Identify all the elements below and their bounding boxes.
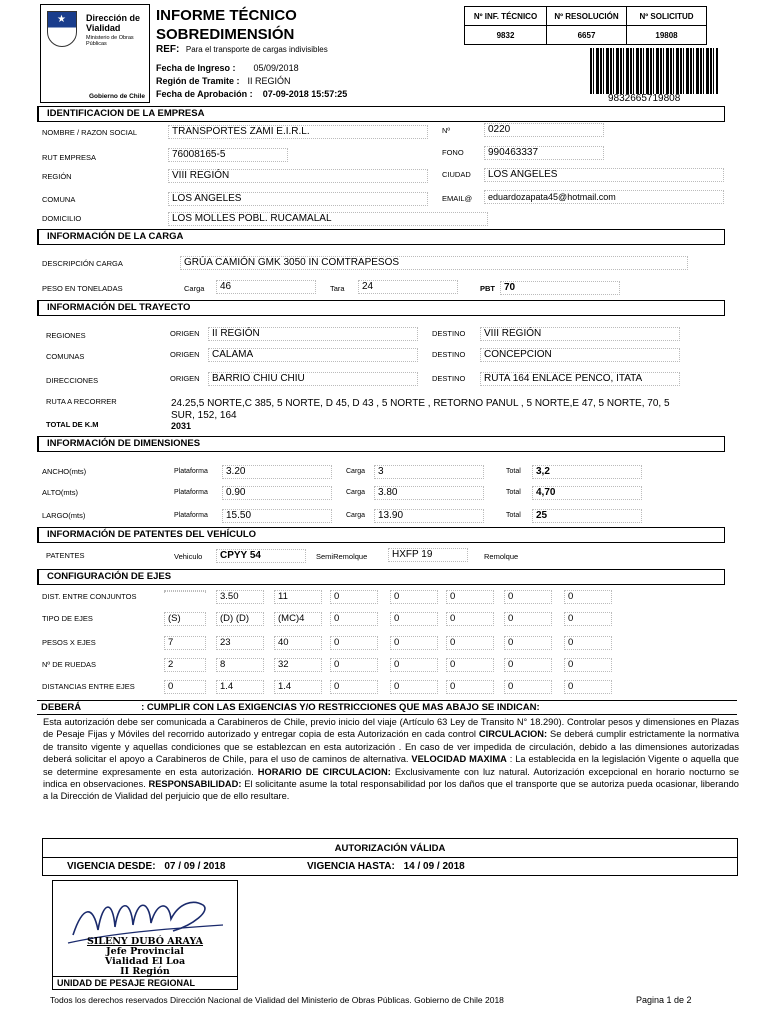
ejes-cell: 1.4 xyxy=(216,680,264,694)
ciudad-value: LOS ANGELES xyxy=(484,168,724,182)
destino-label-3: DESTINO xyxy=(432,374,466,383)
dim-largo-col-label: Carga xyxy=(346,512,366,519)
dim-ancho-col-label: Carga xyxy=(346,468,366,475)
ejes-cell: 0 xyxy=(330,680,378,694)
vigencia-box xyxy=(42,838,738,876)
origen-label: ORIGEN xyxy=(170,329,200,338)
ejes-cell: (S) xyxy=(164,612,206,626)
rut-label: RUT EMPRESA xyxy=(42,153,97,162)
section-empresa: IDENTIFICACION DE LA EMPRESA xyxy=(37,106,725,122)
dim-largo-col-label: Plataforma xyxy=(174,512,208,519)
signature-box xyxy=(52,880,238,990)
ejes-cell: 0 xyxy=(446,612,494,626)
ejes-cell: 0 xyxy=(446,636,494,650)
ejes-cell: 8 xyxy=(216,658,264,672)
comunas-label: COMUNAS xyxy=(46,352,85,361)
region-origen: II REGIÓN xyxy=(208,327,418,341)
ejes-cell: 0 xyxy=(564,658,612,672)
ejes-cell: 0 xyxy=(564,612,612,626)
carga-value: 46 xyxy=(216,280,316,294)
id-numbers-table xyxy=(464,6,707,45)
chile-shield-icon: ★ xyxy=(47,11,77,47)
autorizacion-valida: AUTORIZACIÓN VÁLIDA xyxy=(43,839,737,858)
ejes-row-label: PESOS X EJES xyxy=(42,638,96,647)
dim-largo-value: 25 xyxy=(532,509,642,523)
origen-label-2: ORIGEN xyxy=(170,350,200,359)
domicilio-value: LOS MOLLES POBL. RUCAMALAL xyxy=(168,212,488,226)
dim-ancho-label: ANCHO(mts) xyxy=(42,467,87,476)
km-value: 2031 xyxy=(171,421,192,431)
email-label: EMAIL@ xyxy=(442,194,473,203)
dim-ancho-col-label: Total xyxy=(506,468,521,475)
domicilio-label: DOMICILIO xyxy=(42,214,82,223)
ejes-cell: 0 xyxy=(446,590,494,604)
vialidad-logo xyxy=(40,4,150,103)
ejes-row-label: DIST. ENTRE CONJUNTOS xyxy=(42,592,137,601)
fono-value: 990463337 xyxy=(484,146,604,160)
conditions-text: Esta autorización debe ser comunicada a Carabineros de Chile, previo inicio del viaje (Artículo 63 Ley de Transito N° 18.290). Controlar pesos y dimensiones en Plazas de Pesaje Fijas y Móviles del recorrido autorizado y entregar copia de esta Autorización en cada control CIRCULACION: Se deberá cumplir estrictamente la normativa de transito vigente y aquellas condiciones que se establezcan en esta autorización . En caso de ver impedida de circulación, debido a las dimensiones autorizadas deberá solicitar el apoyo a Carabineros de Chile, para el uso de caminos de alternativa. VELOCIDAD MAXIMA : La establecida en la legislación Vigente o aquella que se determine expresamente en esta autorización. HORARIO DE CIRCULACION: Exclusivamente con luz natural. Autorización excepcional en horario nocturno se indica en observaciones. RESPONSABILIDAD: El solicitante asume la total responsabilidad por los daños que el transporte que se autoriza pueda ocasionar, liberando a la Dirección de Vialidad del perjuicio que de ello resultare. xyxy=(43,717,740,802)
tara-label: Tara xyxy=(330,284,345,293)
ejes-cell: 0 xyxy=(504,680,552,694)
dim-alto-label: ALTO(mts) xyxy=(42,488,78,497)
destino-label: DESTINO xyxy=(432,329,466,338)
ejes-cell: 7 xyxy=(164,636,206,650)
ejes-cell: 0 xyxy=(390,612,438,626)
debera-line: DEBERÁ : CUMPLIR CON LAS EXIGENCIAS Y/O RESTRICCIONES QUE MAS ABAJO SE INDICAN: xyxy=(37,700,737,715)
section-ejes: CONFIGURACIÓN DE EJES xyxy=(37,569,725,585)
ejes-cell: 11 xyxy=(274,590,322,604)
vigencia-hasta: VIGENCIA HASTA: 14 / 09 / 2018 xyxy=(307,861,465,872)
ejes-cell: 32 xyxy=(274,658,322,672)
ejes-cell: 23 xyxy=(216,636,264,650)
dim-ancho-col-label: Plataforma xyxy=(174,468,208,475)
signatory: SILENY DUBÓ ARAYA Jefe Provincial Vialidad El Loa II Región xyxy=(86,936,204,977)
ejes-row-label: Nº DE RUEDAS xyxy=(42,660,96,669)
pbt-label: PBT xyxy=(480,284,495,293)
direccion-origen: BARRIO CHIU CHIU xyxy=(208,372,418,386)
dim-largo-label: LARGO(mts) xyxy=(42,511,86,520)
email-value: eduardozapata45@hotmail.com xyxy=(484,190,724,204)
peso-label: PESO EN TONELADAS xyxy=(42,284,123,293)
origen-label-3: ORIGEN xyxy=(170,374,200,383)
region-destino: VIII REGIÓN xyxy=(480,327,680,341)
region-label: REGIÓN xyxy=(42,172,72,181)
ejes-cell: 0 xyxy=(564,636,612,650)
dim-alto-col-label: Carga xyxy=(346,489,366,496)
unidad-pesaje: UNIDAD DE PESAJE REGIONAL xyxy=(53,976,237,989)
ejes-cell: (MC)4 xyxy=(274,612,322,626)
ejes-cell: 2 xyxy=(164,658,206,672)
ciudad-label: CIUDAD xyxy=(442,170,471,179)
comuna-value: LOS ANGELES xyxy=(168,192,428,206)
carga-label: Carga xyxy=(184,284,205,293)
ejes-cell: 0 xyxy=(504,612,552,626)
logo-title: Dirección de Vialidad xyxy=(86,13,141,33)
ejes-cell: (D) (D) xyxy=(216,612,264,626)
ejes-cell: 0 xyxy=(504,590,552,604)
ejes-row-label: TIPO DE EJES xyxy=(42,614,93,623)
direcciones-label: DIRECCIONES xyxy=(46,376,99,385)
page-number: Pagina 1 de 2 xyxy=(636,995,692,1005)
solicitud-header: Nº SOLICITUD xyxy=(627,7,707,26)
ejes-cell: 0 xyxy=(446,658,494,672)
remolque-label: Remolque xyxy=(484,552,519,561)
ejes-cell: 0 xyxy=(390,590,438,604)
ejes-cell: 0 xyxy=(564,680,612,694)
section-dimensiones: INFORMACIÓN DE DIMENSIONES xyxy=(37,436,725,452)
ejes-cell: 0 xyxy=(390,680,438,694)
dim-alto-col-label: Plataforma xyxy=(174,489,208,496)
nombre-label: NOMBRE / RAZON SOCIAL xyxy=(42,128,138,137)
fono-label: FONO xyxy=(442,148,464,157)
semiremolque-value: HXFP 19 xyxy=(388,548,468,562)
ejes-cell: 0 xyxy=(330,612,378,626)
ejes-cell: 0 xyxy=(390,658,438,672)
ejes-cell xyxy=(164,590,206,592)
ejes-cell: 0 xyxy=(330,658,378,672)
direccion-destino: RUTA 164 ENLACE PENCO, ITATA xyxy=(480,372,680,386)
vehiculo-label: Vehiculo xyxy=(174,552,203,561)
ejes-row-label: DISTANCIAS ENTRE EJES xyxy=(42,682,135,691)
dim-largo-value: 13.90 xyxy=(374,509,484,523)
section-patentes: INFORMACIÓN DE PATENTES DEL VEHÍCULO xyxy=(37,527,725,543)
comuna-destino: CONCEPCION xyxy=(480,348,680,362)
dim-largo-col-label: Total xyxy=(506,512,521,519)
tara-value: 24 xyxy=(358,280,458,294)
ejes-cell: 0 xyxy=(504,658,552,672)
document-title: INFORME TÉCNICO SOBREDIMENSIÓN xyxy=(156,7,297,43)
pbt-value: 70 xyxy=(500,281,620,295)
ejes-cell: 1.4 xyxy=(274,680,322,694)
region-tramite: Región de Tramite : II REGIÓN xyxy=(156,76,291,86)
region-value: VIII REGIÓN xyxy=(168,169,428,183)
barcode xyxy=(590,48,718,94)
logo-subtitle: Ministerio de Obras Públicas xyxy=(86,35,134,47)
ejes-cell: 0 xyxy=(330,590,378,604)
comuna-origen: CALAMA xyxy=(208,348,418,362)
fecha-aprobacion: Fecha de Aprobación : 07-09-2018 15:57:25 xyxy=(156,89,348,99)
ejes-cell: 0 xyxy=(504,636,552,650)
section-carga: INFORMACIÓN DE LA CARGA xyxy=(37,229,725,245)
rut-value: 76008165-5 xyxy=(168,148,288,162)
ejes-cell: 40 xyxy=(274,636,322,650)
dim-alto-col-label: Total xyxy=(506,489,521,496)
dim-largo-value: 15.50 xyxy=(222,509,332,523)
patentes-label: PATENTES xyxy=(46,551,85,560)
km-label: TOTAL DE K.M xyxy=(46,420,99,429)
ejes-cell: 0 xyxy=(330,636,378,650)
destino-label-2: DESTINO xyxy=(432,350,466,359)
inf-tecnico-header: Nº INF. TÉCNICO xyxy=(465,7,547,26)
resolucion-value: 6657 xyxy=(547,26,627,45)
ejes-cell: 0 xyxy=(446,680,494,694)
vigencia-desde: VIGENCIA DESDE: 07 / 09 / 2018 xyxy=(67,861,226,872)
barcode-number: 9832665719808 xyxy=(608,93,681,104)
dim-ancho-value: 3.20 xyxy=(222,465,332,479)
ruta-value: 24.25,5 NORTE,C 385, 5 NORTE, D 45, D 43 , 5 NORTE , RETORNO PANUL , 5 NORTE,E 47, 5 NORTE, 70, 5 SUR, 152, 164 xyxy=(171,398,670,421)
logo-bottom: Gobierno de Chile xyxy=(89,93,145,100)
nombre-value: TRANSPORTES ZAMI E.I.R.L. xyxy=(168,125,428,139)
dim-alto-value: 3.80 xyxy=(374,486,484,500)
fecha-ingreso: Fecha de Ingreso : 05/09/2018 xyxy=(156,63,299,73)
dim-alto-value: 0.90 xyxy=(222,486,332,500)
ejes-cell: 0 xyxy=(164,680,206,694)
resolucion-header: Nº RESOLUCIÓN xyxy=(547,7,627,26)
dim-ancho-value: 3 xyxy=(374,465,484,479)
numero-value: 0220 xyxy=(484,123,604,137)
ejes-cell: 3.50 xyxy=(216,590,264,604)
ejes-cell: 0 xyxy=(564,590,612,604)
comuna-label: COMUNA xyxy=(42,195,76,204)
semiremolque-label: SemiRemolque xyxy=(316,552,368,561)
ref-line: REF: Para el transporte de cargas indivisibles xyxy=(156,44,328,55)
descripcion-label: DESCRIPCIÓN CARGA xyxy=(42,259,123,268)
descripcion-value: GRÚA CAMIÓN GMK 3050 IN COMTRAPESOS xyxy=(180,256,688,270)
numero-label: Nº xyxy=(442,126,451,135)
inf-tecnico-value: 9832 xyxy=(465,26,547,45)
footer-text: Todos los derechos reservados Dirección Nacional de Vialidad del Ministerio de Obras Públicas. Gobierno de Chile 2018 xyxy=(50,995,504,1005)
dim-alto-value: 4,70 xyxy=(532,486,642,500)
regiones-label: REGIONES xyxy=(46,331,86,340)
dim-ancho-value: 3,2 xyxy=(532,465,642,479)
solicitud-value: 19808 xyxy=(627,26,707,45)
ruta-label: RUTA A RECORRER xyxy=(46,397,117,406)
section-trayecto: INFORMACIÓN DEL TRAYECTO xyxy=(37,300,725,316)
ejes-cell: 0 xyxy=(390,636,438,650)
vehiculo-value: CPYY 54 xyxy=(216,549,306,563)
